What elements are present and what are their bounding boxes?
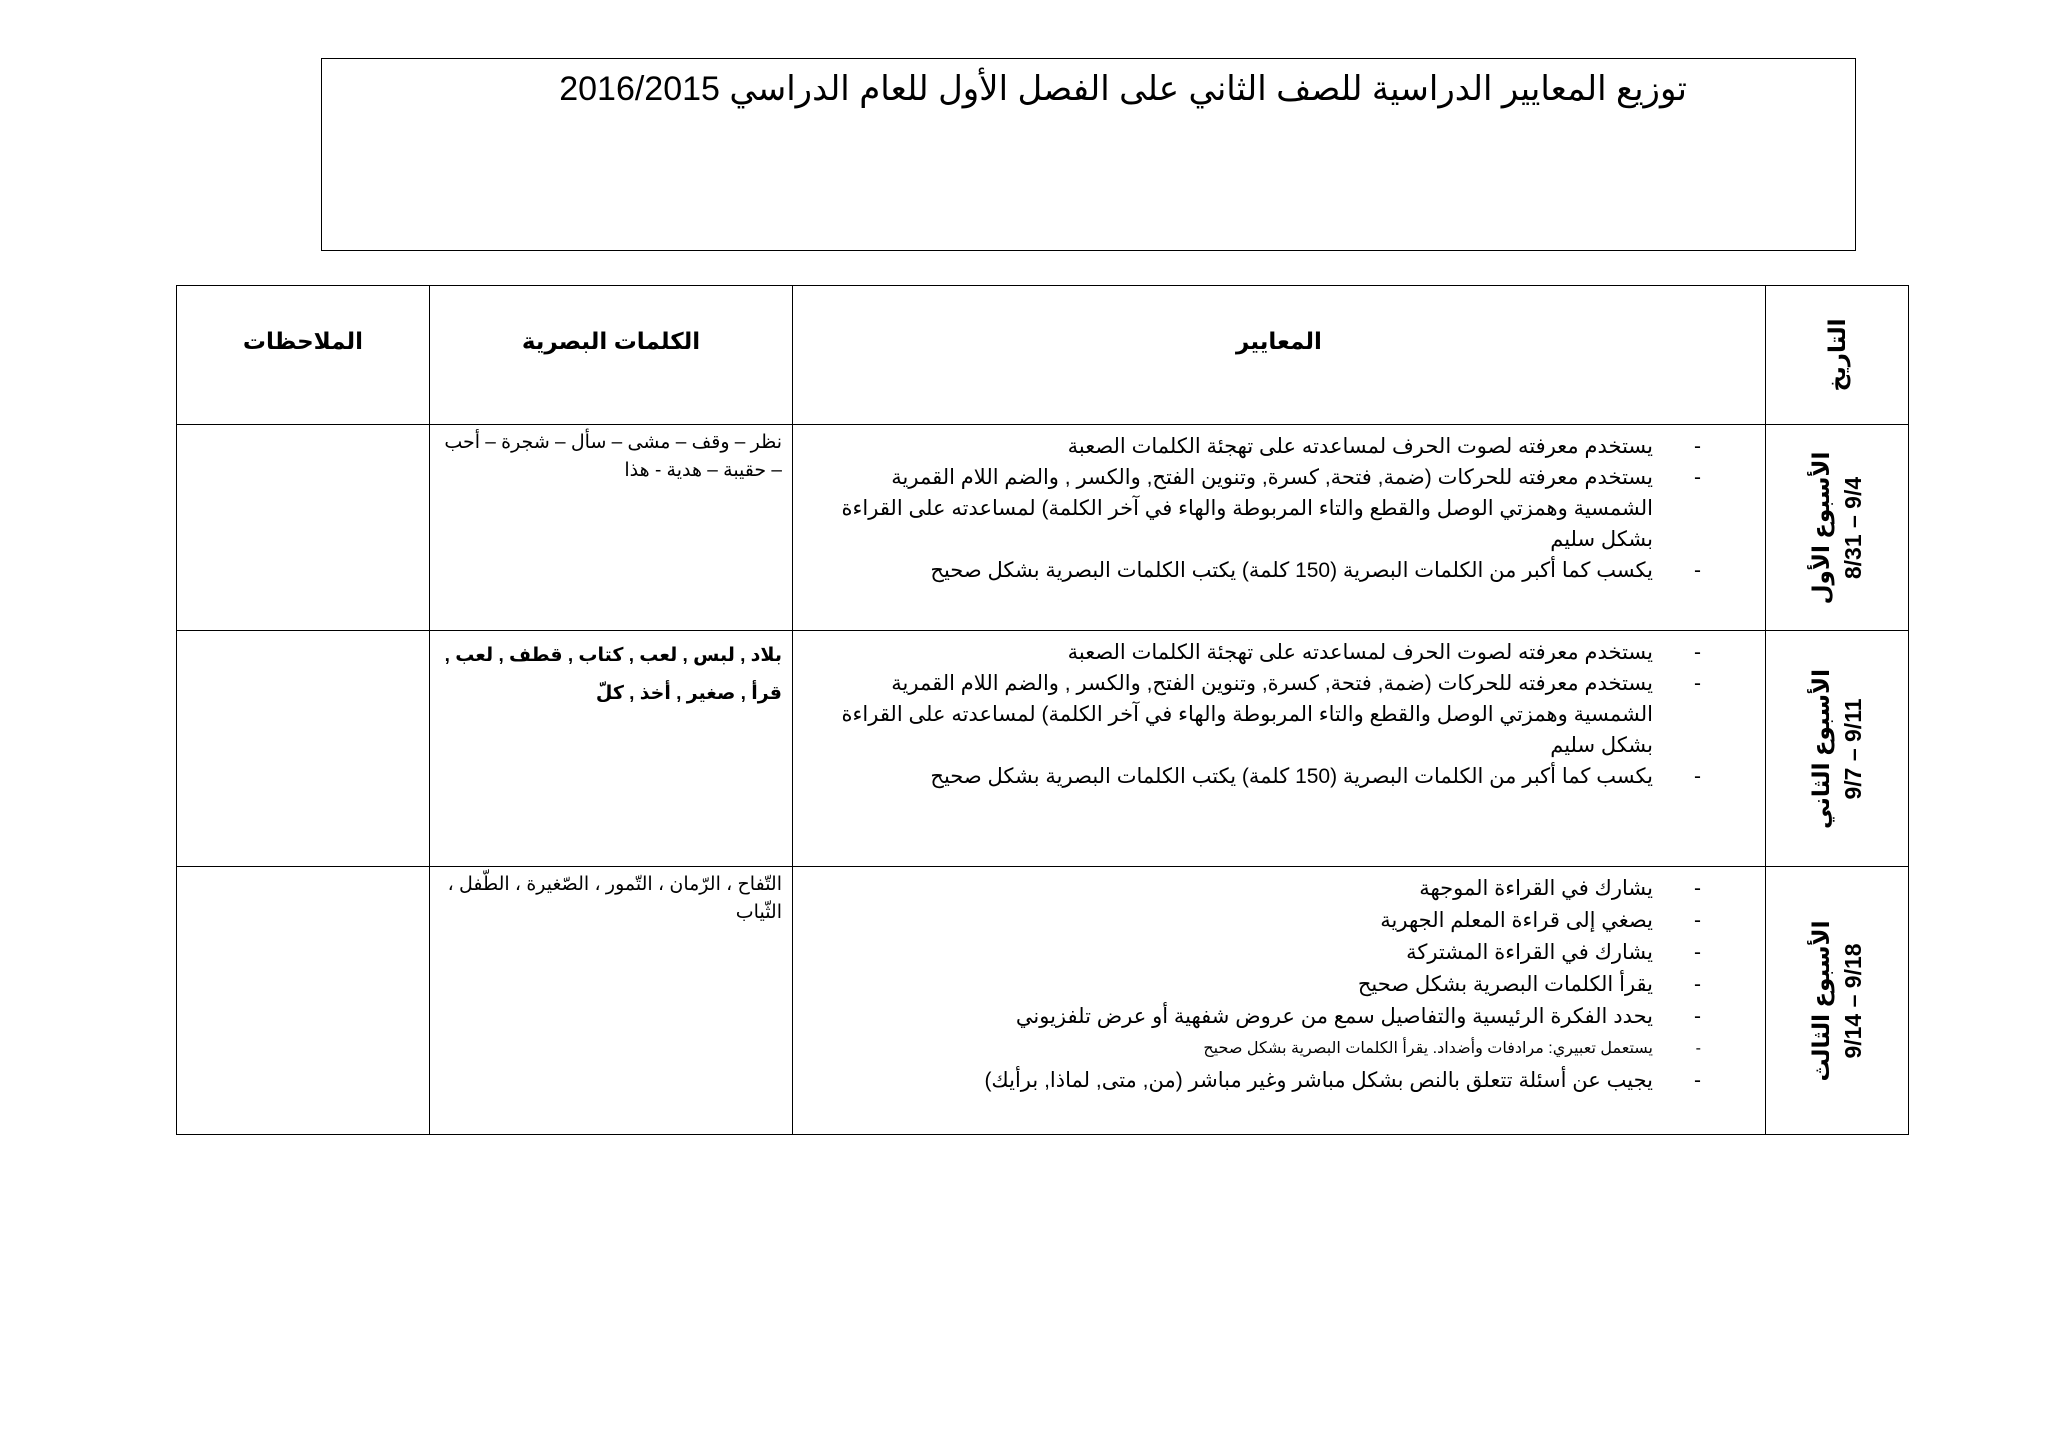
standards-table (176, 285, 1909, 1135)
table-row (177, 867, 1909, 1135)
standard-item: - يكسب كما أكبر من الكلمات البصرية (150 كلمة) يكتب الكلمات البصرية بشكل صحيح (813, 555, 1701, 586)
standard-item: - يصغي إلى قراءة المعلم الجهرية (813, 905, 1701, 937)
week-label: الأسبوع الثالث (1808, 919, 1834, 1082)
standard-item: - يشارك في القراءة الموجهة (813, 873, 1701, 905)
standards-cell (793, 867, 1766, 1135)
week-label: الأسبوع الأول (1808, 451, 1834, 604)
week-cell (1766, 425, 1909, 631)
sight-words-cell (430, 425, 793, 631)
standard-item: - يستعمل تعبيري: مرادفات وأضداد. يقرأ الكلمات البصرية بشكل صحيح (813, 1033, 1701, 1065)
standard-item: - يشارك في القراءة المشتركة (813, 937, 1701, 969)
header-date (1766, 286, 1909, 425)
header-date-label: التاريخ (1824, 318, 1850, 392)
sight-words-cell (430, 867, 793, 1135)
notes-cell (177, 425, 430, 631)
notes-cell (177, 631, 430, 867)
standard-item: - يكسب كما أكبر من الكلمات البصرية (150 كلمة) يكتب الكلمات البصرية بشكل صحيح (813, 761, 1701, 792)
table-row (177, 425, 1909, 631)
standard-item: - يقرأ الكلمات البصرية بشكل صحيح (813, 969, 1701, 1001)
week-label: الأسبوع الثاني (1808, 668, 1834, 829)
week-range: 9/7 – 9/11 (1840, 697, 1866, 800)
standard-item: - يحدد الفكرة الرئيسية والتفاصيل سمع من عروض شفهية أو عرض تلفزيوني (813, 1001, 1701, 1033)
table-row (177, 631, 1909, 867)
document-title: توزيع المعايير الدراسية للصف الثاني على الفصل الأول للعام الدراسي 2016/2015 (559, 70, 1687, 108)
week-range: 8/31 – 9/4 (1840, 476, 1866, 579)
table-header-row (177, 286, 1909, 425)
standards-cell (793, 425, 1766, 631)
header-sight-words: الكلمات البصرية (430, 286, 793, 425)
header-notes: الملاحظات (177, 286, 430, 425)
standard-item: - يجيب عن أسئلة تتعلق بالنص بشكل مباشر وغير مباشر (من, متى, لماذا, برأيك) (813, 1065, 1701, 1097)
header-standards: المعايير (793, 286, 1766, 425)
standard-item: - يستخدم معرفته لصوت الحرف لمساعدته على تهجئة الكلمات الصعبة (813, 637, 1701, 668)
standard-item: - يستخدم معرفته لصوت الحرف لمساعدته على تهجئة الكلمات الصعبة (813, 431, 1701, 462)
week-cell (1766, 867, 1909, 1135)
week-range: 9/14 – 9/18 (1840, 942, 1866, 1059)
sight-words-cell (430, 631, 793, 867)
title-box (321, 58, 1856, 251)
standard-item: - يستخدم معرفته للحركات (ضمة, فتحة, كسرة, وتنوين الفتح, والكسر , والضم اللام القمرية الشمسية وهمزتي الوصل والقطع والتاء المربوطة والهاء في آخر الكلمة) لمساعدته على القراءة بشكل سليم (813, 668, 1701, 761)
notes-cell (177, 867, 430, 1135)
week-cell (1766, 631, 1909, 867)
standard-item: - يستخدم معرفته للحركات (ضمة, فتحة, كسرة, وتنوين الفتح, والكسر , والضم اللام القمرية الشمسية وهمزتي الوصل والقطع والتاء المربوطة والهاء في آخر الكلمة) لمساعدته على القراءة بشكل سليم (813, 462, 1701, 555)
sight-words: التّفاح ، الرّمان ، التّمور ، الصّغيرة ، الطّفل ، الثّياب (447, 874, 782, 923)
sight-words: نظر – وقف – مشى – سأل – شجرة – أحب – حقيبة – هدية - هذا (444, 432, 782, 481)
sight-words: بلاد , لبس , لعب , كتاب , قطف , لعب , قرأ , صغير , أخذ , كلّ (444, 645, 782, 704)
standards-cell (793, 631, 1766, 867)
